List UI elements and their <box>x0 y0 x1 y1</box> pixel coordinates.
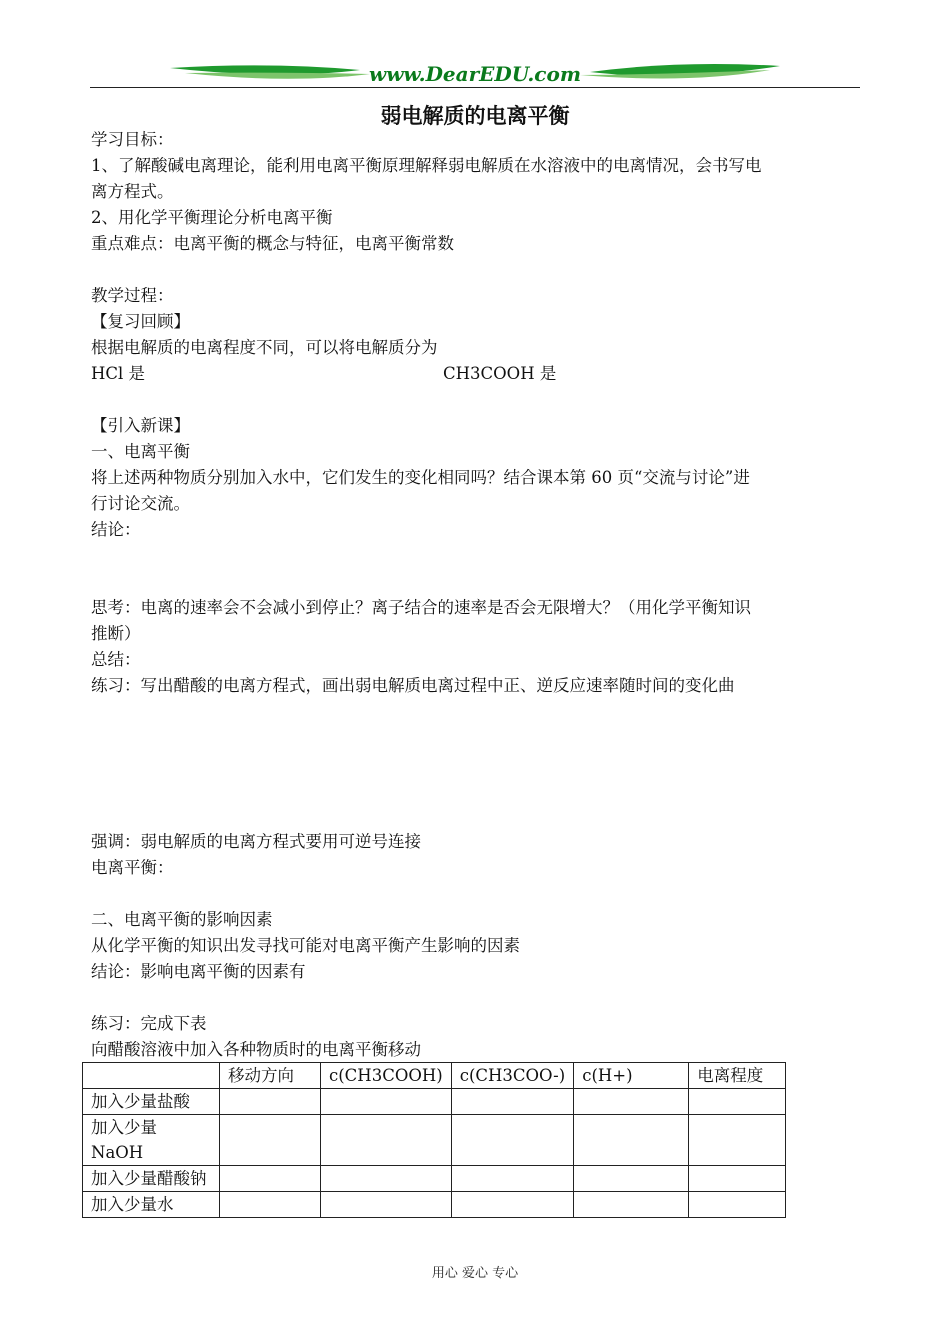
site-logo-text[interactable]: www.DearEDU.com <box>368 62 581 86</box>
text-line: 【复习回顾】 <box>91 312 190 331</box>
table-header-cell: 电离程度 <box>689 1063 786 1089</box>
text-line: 【引入新课】 <box>91 416 190 435</box>
table-cell[interactable] <box>321 1115 452 1166</box>
table-header-cell: c(CH3COO-) <box>451 1063 574 1089</box>
row-label: 加入少量醋酸钠 <box>83 1166 220 1192</box>
text-line: 将上述两种物质分别加入水中，它们发生的变化相同吗？结合课本第 60 页“交流与讨论”进 <box>91 468 750 487</box>
table-cell[interactable] <box>574 1166 689 1192</box>
table-cell[interactable] <box>574 1192 689 1218</box>
table-row <box>83 1192 786 1218</box>
row-label: 加入少量水 <box>83 1192 220 1218</box>
table-cell[interactable] <box>451 1115 574 1166</box>
table-header-cell: c(H+) <box>574 1063 689 1089</box>
table-cell[interactable] <box>451 1089 574 1115</box>
text-line: 二、电离平衡的影响因素 <box>91 910 273 929</box>
text-line: 练习：写出醋酸的电离方程式，画出弱电解质电离过程中正、逆反应速率随时间的变化曲 <box>91 676 735 695</box>
table-row <box>83 1115 786 1166</box>
table-cell[interactable] <box>321 1089 452 1115</box>
table-cell[interactable] <box>220 1115 321 1166</box>
hcl-label: HCl 是 <box>91 364 146 383</box>
text-line: 结论： <box>91 520 141 539</box>
table-row <box>83 1166 786 1192</box>
text-line: 向醋酸溶液中加入各种物质时的电离平衡移动 <box>91 1040 421 1059</box>
table-cell[interactable] <box>220 1089 321 1115</box>
table-cell[interactable] <box>574 1089 689 1115</box>
table-cell[interactable] <box>689 1115 786 1166</box>
text-line: 思考：电离的速率会不会减小到停止？离子结合的速率是否会无限增大？（用化学平衡知识 <box>91 598 751 617</box>
table-header-row <box>83 1063 786 1089</box>
text-line: 学习目标： <box>91 130 174 149</box>
table-header-cell: 移动方向 <box>220 1063 321 1089</box>
table-cell[interactable] <box>220 1192 321 1218</box>
text-line: 行讨论交流。 <box>91 494 190 513</box>
text-line: 总结： <box>91 650 141 669</box>
text-line: 重点难点：电离平衡的概念与特征，电离平衡常数 <box>91 234 454 253</box>
header-divider <box>90 87 860 88</box>
text-line: 一、电离平衡 <box>91 442 190 461</box>
text-line: 推断） <box>91 624 141 643</box>
ch3cooh-label: CH3COOH 是 <box>443 364 557 383</box>
row-label: 加入少量盐酸 <box>83 1089 220 1115</box>
text-line: 结论：影响电离平衡的因素有 <box>91 962 306 981</box>
text-line: 教学过程： <box>91 286 174 305</box>
table-cell[interactable] <box>689 1089 786 1115</box>
text-line <box>91 364 591 384</box>
table-cell[interactable] <box>220 1166 321 1192</box>
equilibrium-shift-table <box>82 1062 786 1218</box>
table-cell[interactable] <box>321 1166 452 1192</box>
table-cell[interactable] <box>574 1115 689 1166</box>
table-cell[interactable] <box>689 1166 786 1192</box>
table-cell[interactable] <box>451 1166 574 1192</box>
page-header <box>90 58 860 92</box>
row-label: 加入少量 NaOH <box>83 1115 220 1166</box>
table-header-cell: c(CH3COOH) <box>321 1063 452 1089</box>
text-line: 从化学平衡的知识出发寻找可能对电离平衡产生影响的因素 <box>91 936 520 955</box>
table-cell[interactable] <box>689 1192 786 1218</box>
text-line: 强调：弱电解质的电离方程式要用可逆号连接 <box>91 832 421 851</box>
text-line: 电离平衡： <box>91 858 174 877</box>
table-cell[interactable] <box>451 1192 574 1218</box>
text-line: 2、用化学平衡理论分析电离平衡 <box>91 208 333 227</box>
text-line: 练习：完成下表 <box>91 1014 207 1033</box>
table-cell[interactable] <box>321 1192 452 1218</box>
document-title: 弱电解质的电离平衡 <box>380 104 570 128</box>
text-line: 1、了解酸碱电离理论，能利用电离平衡原理解释弱电解质在水溶液中的电离情况，会书写电 <box>91 156 762 175</box>
table-row <box>83 1089 786 1115</box>
page-footer: 用心 爱心 专心 <box>431 1266 519 1281</box>
text-line: 离方程式。 <box>91 182 174 201</box>
text-line: 根据电解质的电离程度不同，可以将电解质分为 <box>91 338 438 357</box>
table-header-cell <box>83 1063 220 1089</box>
